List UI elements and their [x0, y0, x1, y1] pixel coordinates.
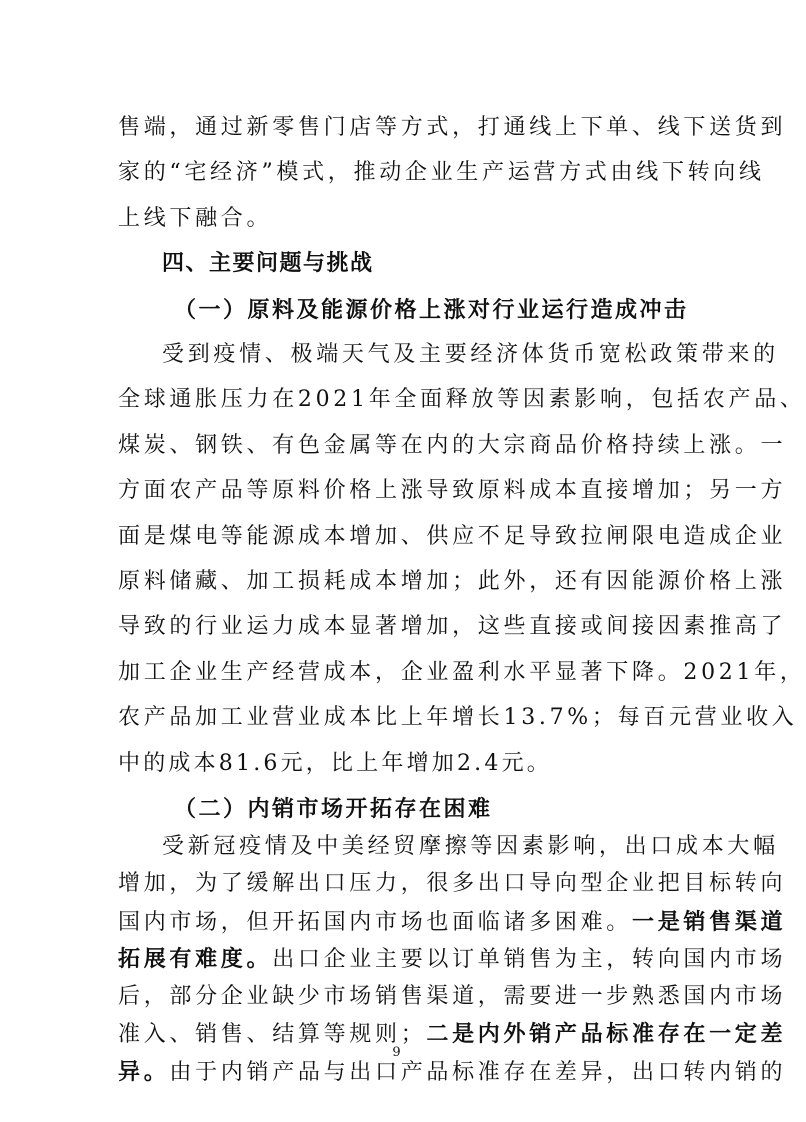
text-run: 准入、销售、结算等规则；: [118, 1022, 427, 1047]
paragraph-line: 农产品加工业营业成本比上年增长13.7%；每百元营业收入: [118, 705, 798, 730]
paragraph-line: [118, 1057, 787, 1088]
paragraph-line: 导致的行业运力成本显著增加，这些直接或间接因素推高了: [118, 614, 787, 639]
text-run: 后，部分企业缺少市场销售渠道，需要进一步熟悉国内市场: [118, 984, 787, 1009]
emphasis-text: 异。: [118, 1059, 170, 1085]
paragraph-line: 受到疫情、极端天气及主要经济体货币宽松政策带来的: [162, 342, 779, 367]
paragraph-line: 售端，通过新零售门店等方式，打通线上下单、线下送货到: [118, 115, 787, 140]
page-number: 9: [392, 1045, 401, 1060]
paragraph-line: [118, 907, 787, 938]
emphasis-text: 拓展有难度。: [118, 946, 273, 972]
paragraph-line: 上线下融合。: [118, 206, 273, 231]
text-run: 国内市场，但开拓国内市场也面临诸多困难。: [118, 910, 633, 935]
paragraph-line: 家的“宅经济”模式，推动企业生产运营方式由线下转向线: [118, 160, 765, 185]
paragraph-line: [118, 982, 787, 1012]
paragraph-line: 全球通胀压力在2021年全面释放等因素影响，包括农产品、: [118, 387, 806, 412]
section-heading: 四、主要问题与挑战: [162, 251, 374, 276]
paragraph-line: 受新冠疫情及中美经贸摩擦等因素影响，出口成本大幅: [162, 834, 779, 859]
emphasis-text: 二是内外销产品标准存在一定差: [426, 1021, 787, 1047]
text-run: 出口企业主要以订单销售为主，转向国内市场: [272, 947, 787, 972]
text-run: 由于内销产品与出口产品标准存在差异，出口转内销的: [169, 1060, 787, 1085]
emphasis-text: 一是销售渠道: [632, 909, 787, 935]
subsection-heading: （一）原料及能源价格上涨对行业运行造成冲击: [174, 297, 689, 323]
paragraph-line: 加工企业生产经营成本，企业盈利水平显著下降。2021年，: [118, 660, 806, 685]
paragraph-line: 增加，为了缓解出口压力，很多出口导向型企业把目标转向: [118, 871, 787, 896]
paragraph-line: 原料储藏、加工损耗成本增加；此外，还有因能源价格上涨: [118, 569, 787, 594]
paragraph-line: [118, 1019, 787, 1050]
paragraph-line: 煤炭、钢铁、有色金属等在内的大宗商品价格持续上涨。一: [118, 433, 787, 458]
paragraph-line: 中的成本81.6元，比上年增加2.4元。: [118, 751, 552, 776]
paragraph-line: 方面农产品等原料价格上涨导致原料成本直接增加；另一方: [118, 478, 787, 503]
paragraph-line: 面是煤电等能源成本增加、供应不足导致拉闸限电造成企业: [118, 524, 787, 549]
paragraph-line: [118, 944, 787, 975]
subsection-heading: （二）内销市场开拓存在困难: [174, 796, 493, 822]
